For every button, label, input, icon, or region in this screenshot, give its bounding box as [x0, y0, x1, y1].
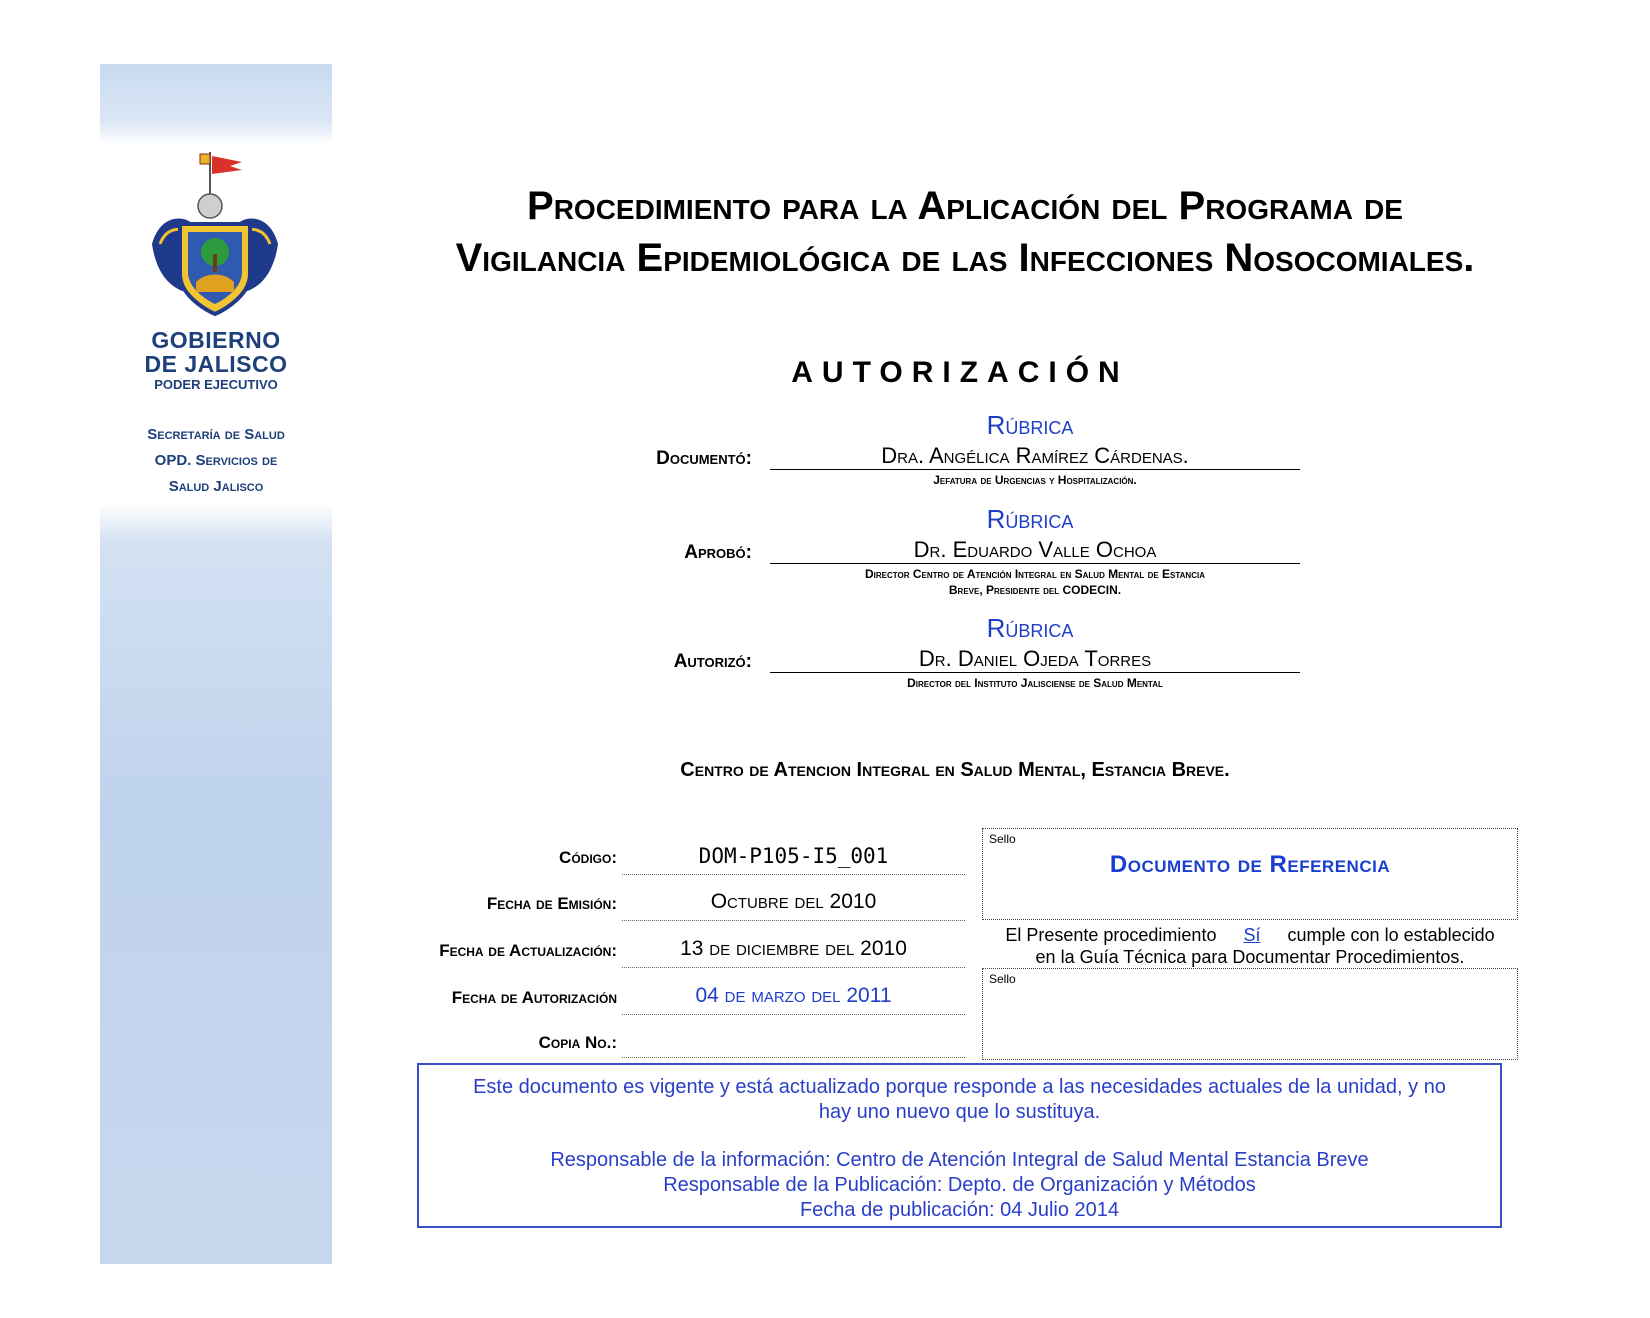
copia-label: Copia No.: [538, 1033, 617, 1052]
autorizacion-heading: AUTORIZACIÓN [791, 356, 1129, 389]
vigencia-notice-box [417, 1063, 1502, 1228]
responsable-publicacion: Responsable de la Publicación: Depto. de Organización y Métodos [663, 1174, 1256, 1196]
copia-value [622, 1029, 965, 1058]
gov-branch: PODER EJECUTIVO [154, 377, 278, 392]
sello-label: Sello [989, 832, 1016, 846]
signer-name-documento: Dra. Angélica Ramírez Cárdenas. [770, 443, 1300, 470]
responsable-informacion: Responsable de la información: Centro de Atención Integral de Salud Mental Estancia Breve [550, 1149, 1369, 1171]
dept-line3: Salud Jalisco [168, 478, 264, 495]
presente-statement-line1 [980, 924, 1520, 946]
page-title-line1: Procedimiento para la Aplicación del Programa de [527, 184, 1403, 228]
sidebar [100, 64, 332, 1264]
gov-name-line2: DE JALISCO [144, 351, 288, 377]
presente-before: El Presente procedimiento [1005, 925, 1217, 945]
presente-after: cumple con lo establecido [1287, 925, 1495, 945]
signer-role-autorizo: Director del Instituto Jalisciense de Salud Mental [907, 676, 1163, 690]
documento-referencia-stamp: Documento de Referencia [1109, 851, 1391, 878]
rubrica-autorizo: Rúbrica [986, 613, 1074, 643]
sello-label-2: Sello [989, 972, 1016, 986]
fecha-actualizacion-value: 13 de diciembre del 2010 [622, 937, 965, 968]
presente-statement-line2: en la Guía Técnica para Documentar Procedimientos. [1035, 947, 1465, 967]
vigencia-line1: Este documento es vigente y está actualizado porque responde a las necesidades actuales de la unidad, y no [473, 1076, 1446, 1098]
presente-si-value: Sí [1243, 925, 1261, 945]
vigencia-line2: hay uno nuevo que lo sustituya. [818, 1101, 1101, 1123]
fecha-emision-label: Fecha de Emisión: [486, 894, 617, 913]
centro-name: Centro de Atencion Integral en Salud Mental, Estancia Breve. [680, 759, 1230, 781]
jalisco-coat-of-arms-icon [140, 144, 290, 324]
sidebar-top-band [100, 64, 332, 144]
dept-line1: Secretaría de Salud [147, 426, 285, 443]
rubrica-aprobo: Rúbrica [986, 504, 1074, 534]
codigo-value: DOM-P105-I5_001 [622, 844, 965, 875]
gov-name-line1: GOBIERNO [151, 327, 281, 353]
signature-label-aprobo: Aprobó: [684, 542, 752, 563]
rubrica-documento: Rúbrica [986, 410, 1074, 440]
sidebar-bottom-band [100, 504, 332, 1264]
codigo-label: Código: [559, 848, 617, 867]
sello-box-reference [982, 828, 1518, 920]
page-title-line2: Vigilancia Epidemiológica de las Infecciones Nosocomiales. [455, 236, 1475, 280]
fecha-publicacion: Fecha de publicación: 04 Julio 2014 [799, 1199, 1120, 1221]
signer-name-autorizo: Dr. Daniel Ojeda Torres [770, 646, 1300, 673]
fecha-autorizacion-value: 04 de marzo del 2011 [622, 984, 965, 1015]
fecha-emision-value: Octubre del 2010 [622, 890, 965, 921]
signer-role-aprobo-line1: Director Centro de Atención Integral en Salud Mental de Estancia [864, 567, 1205, 581]
sello-box-blank [982, 968, 1518, 1060]
fecha-autorizacion-label: Fecha de Autorización [451, 988, 617, 1007]
signature-label-documento: Documentó: [656, 448, 752, 469]
dept-line2: OPD. Servicios de [154, 452, 278, 469]
fecha-actualizacion-label: Fecha de Actualización: [439, 941, 617, 960]
signer-role-documento: Jefatura de Urgencias y Hospitalización. [933, 473, 1137, 487]
signature-label-autorizo: Autorizó: [673, 651, 752, 672]
signer-name-aprobo: Dr. Eduardo Valle Ochoa [770, 537, 1300, 564]
signer-role-aprobo-line2: Breve, Presidente del CODECIN. [948, 583, 1122, 597]
